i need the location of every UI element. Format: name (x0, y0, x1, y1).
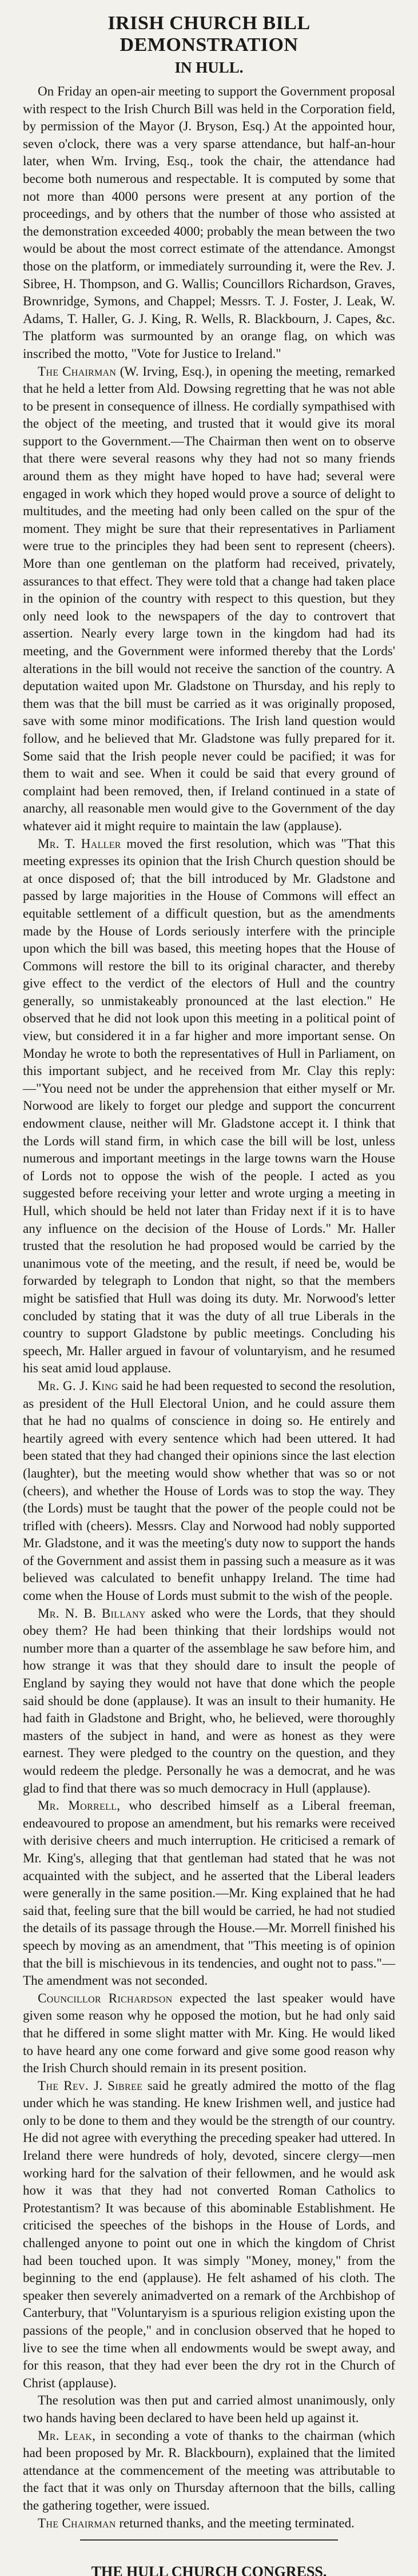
article-paragraph (23, 2391, 395, 2426)
article-paragraph (23, 2427, 395, 2514)
speaker-name: Mr. T. Haller (38, 835, 121, 851)
article-headline: IRISH CHURCH BILL DEMONSTRATION (108, 13, 310, 55)
paragraph-text: returned thanks, and the meeting terminated. (116, 2515, 355, 2530)
article-paragraph (23, 2077, 395, 2392)
article-paragraph (23, 363, 395, 835)
next-article-headline: THE HULL CHURCH CONGRESS. (91, 2564, 327, 2576)
paragraph-text: moved the first resolution, which was "That this meeting expresses its opinion that the Irish Church question should be at once disposed of; that the bill introduced by Mr. Gladstone and passed by large majorities in the House of Commons will effect an equitable settlement of a difficult question, but as the amendments made by the House of Lords seriously interfere with the principle upon which the bill was based, this meeting hopes that the House of Commons will restore the bill to its original character, and thereby give effect to the verdict of the electors of Hull and the country generally, so unmistakeably pronounced at the last election." He observed that he did not look upon this meeting in a political point of view, but considered it in a far higher and more important sense. On Monday he wrote to both the representatives of Hull in Parliament, on this important subject, and he received from Mr. Clay this reply:—"You need not be under the apprehension that either myself or Mr. Norwood are likely to forget our pledge and support the concurrent endowment clause, neither will Mr. Gladstone accept it. I think that the Lords will stand firm, in which case the bill will be lost, unless numerous and important meetings in the large towns warn the House of Lords not to oppose the wish of the people. I acted as you suggested before receiving your letter and wrote urging a meeting in Hull, which should be held not later than Friday next if it is to have any influence on the decision of the House of Lords." Mr. Haller trusted that the resolution he had proposed would be carried by the unanimous vote of the meeting, and the result, if need be, would be forwarded by telegraph to London that night, so that the members might be satisfied that Hull was doing its duty. Mr. Norwood's letter concluded by stating that it was the duty of all true Liberals in the country to support Gladstone by public meetings. Concluding his speech, Mr. Haller argued in favour of voluntaryism, and he resumed his seat amid loud applause. (23, 835, 395, 1376)
paragraph-text: , who described himself as a Liberal freeman, endeavoured to propose an amendment, but his remarks were received with derisive cheers and much interruption. He criticised a remark of Mr. King's, alleging that that gentleman had stated that he was not acquainted with the subject, and he asserted that the Liberal leaders were generally in the same position.—Mr. King explained that he had said that, feeling sure that the bill would be carried, he had not studied the details of its passage through the House.—Mr. Morrell finished his speech by moving as an amendment, that "This meeting is of opinion that the bill is mischievous in its tendencies, and ought not to pass."—The amendment was not seconded. (23, 1798, 396, 1988)
paragraph-text: (W. Irving, Esq.), in opening the meeting, remarked that he held a letter from Ald. Dowsing regretting that he was not able to be present in consequence of illness. He cordially sympathised with the object of the meeting, and trusted that it would give its moral support to the Government.—The Chairman then went on to observe that there were several reasons why they had not so many friends around them as they might have hoped to have had; several were engaged in work which they hoped would prove a source of delight to multitudes, and the meeting had only been called on the spur of the moment. They might be sure that their representatives in Parliament were true to the principles they had been sent to represent (cheers). More than one gentleman on the platform had received, privately, assurances to that effect. They were told that a change had taken place in the opinion of the country with respect to this question, but they only need look to the newspapers of the day to controvert that assertion. Nearly every large town in the kingdom had had its meeting, and the Government were informed thereby that the Lords' alterations in the bill would not receive the sanction of the country. A deputation waited upon Mr. Gladstone on Thursday, and his reply to them was that the bill must be carried as it was originally proposed, save with some minor modifications. The Irish land question would follow, and he believed that Mr. Gladstone was fully prepared for it. Some said that the Irish people never could be pacified; it was for them to wait and see. When it could be said that every ground of complaint had been removed, then, if Ireland continued in a state of anarchy, all reasonable men would give to the Government of the day whatever aid it might require to maintain the law (applause). (23, 363, 395, 833)
article-column (23, 13, 395, 2531)
paragraph-text: said he had been requested to second the resolution, as president of the Hull Electoral Union, and he could assure them that he had no qualms of conscience in doing so. He entirely and heartily agreed with every sentence which had been uttered. It had been stated that they had changed their opinions since the last election (laughter), but the meeting would show whether that was so or not (cheers), and whether the House of Lords was to stop the way. They (the Lords) must be taught that the power of the people could not be trifled with (cheers). Messrs. Clay and Norwood had nobly supported Mr. Gladstone, and it was the meeting's duty now to support the hands of the Government and assist them in passing such a measure as it was believed was calculated to benefit unhappy Ireland. The time had come when the House of Lords must submit to the wish of the people. (23, 1377, 395, 1603)
article-paragraph (23, 835, 395, 1377)
article-paragraph (23, 2514, 395, 2532)
speaker-name: Mr. G. J. King (38, 1377, 118, 1393)
article-paragraph (23, 1797, 395, 1989)
speaker-name: The Chairman (38, 363, 117, 379)
paragraph-text: On Friday an open-air meeting to support the Government proposal with respect to the Irish Church Bill was held in the Corporation field, by permission of the Mayor (J. Bryson, Esq.) At the appointed hour, seven o'clock, there was a very sparse attendance, but half-an-hour later, when Wm. Irving, Esq., took the chair, the attendance had become both numerous and respectable. It is computed by some that not more than 4000 persons were present at any portion of the proceedings, and by others that the number of those who assisted at the demonstration exceeded 4000; probably the mean between the two would be about the most correct estimate of the attendance. Amongst those on the platform, or immediately surrounding it, were the Rev. J. Sibree, H. Thompson, and G. Wallis; Councillors Richardson, Graves, Brownridge, Symons, and Chappel; Messrs. T. J. Foster, J. Leak, W. Adams, T. Haller, G. J. King, R. Wells, R. Blackbourn, J. Capes, &c. The platform was surmounted by an orange flag, on which was inscribed the motto, "Vote for Justice to Ireland." (23, 83, 395, 361)
speaker-name: Mr. Leak (38, 2427, 93, 2443)
article-paragraph (23, 1604, 395, 1797)
article-paragraph (23, 1377, 395, 1604)
article-paragraph (23, 1989, 395, 2077)
speaker-name: Councillor Richardson (38, 1990, 173, 2005)
paragraph-text: asked who were the Lords, that they should obey them? He had been thinking that their lordships would not number more than a quarter of the assemblage he saw before him, and how strange it was that they should dare to insult the people of England by saying they would not have that done which the people said should be done (applause). It was an insult to their humanity. He had faith in Gladstone and Bright, who, he believed, were thoroughly masters of the subject in hand, and were as honest as they were earnest. They were pledged to the country on the question, and they would redeem the pledge. Personally he was a democrat, and he was glad to find that there was so much democracy in Hull (applause). (23, 1605, 395, 1795)
paragraph-text: expected the last speaker would have given some reason why he opposed the motion, but he had only said that he differed in some slight matter with Mr. King. He would liked to have heard any one come forward and give some good reason why the Irish Church should remain in its present position. (23, 1990, 395, 2076)
speaker-name: Mr. N. B. Billany (38, 1605, 146, 1621)
paragraph-text: , in seconding a vote of thanks to the chairman (which had been proposed by Mr. R. Blackbourn), explained that the limited attendance at the commencement of the meeting was attributable to the fact that it was only on Thursday afternoon that the bills, calling the gathering together, were issued. (23, 2427, 395, 2513)
speaker-name: Mr. Morrell (38, 1798, 117, 1813)
speaker-name: The Rev. J. Sibree (38, 2077, 143, 2093)
paragraph-text: The resolution was then put and carried almost unanimously, only two hands having been declared to have been held up against it. (23, 2392, 395, 2425)
paragraph-text: said he greatly admired the motto of the flag under which he was standing. He knew Irishmen well, and justice had only to be done to them and they would be the strength of our country. He did not agree with everything the preceding speaker had uttered. In Ireland there were hundreds of holy, devoted, sincere clergy—men working hard for the salvation of their fellowmen, and he would ask how it was that they had not converted Roman Catholics to Protestantism? It was because of this abominable Establishment. He criticised the speeches of the bishops in the House of Lords, and challenged anyone to point out one in which the kingdom of Christ had been touched upon. It was simply "Money, money," from the beginning to the end (applause). He felt ashamed of his cloth. The speaker then severely animadverted on a remark of the Archbishop of Canterbury, that "Voluntaryism is a spurious religion existing upon the passions of the people," and in conclusion observed that he hoped to live to see the time when all endowments would be swept away, and for this reason, that they had ever been the dry rot in the Church of Christ (applause). (23, 2077, 395, 2390)
article-body (23, 82, 395, 2531)
speaker-name: The Chairman (38, 2515, 116, 2530)
article-subhead: IN HULL. (174, 59, 244, 76)
article-paragraph (23, 82, 395, 363)
divider-rule (80, 2539, 338, 2541)
